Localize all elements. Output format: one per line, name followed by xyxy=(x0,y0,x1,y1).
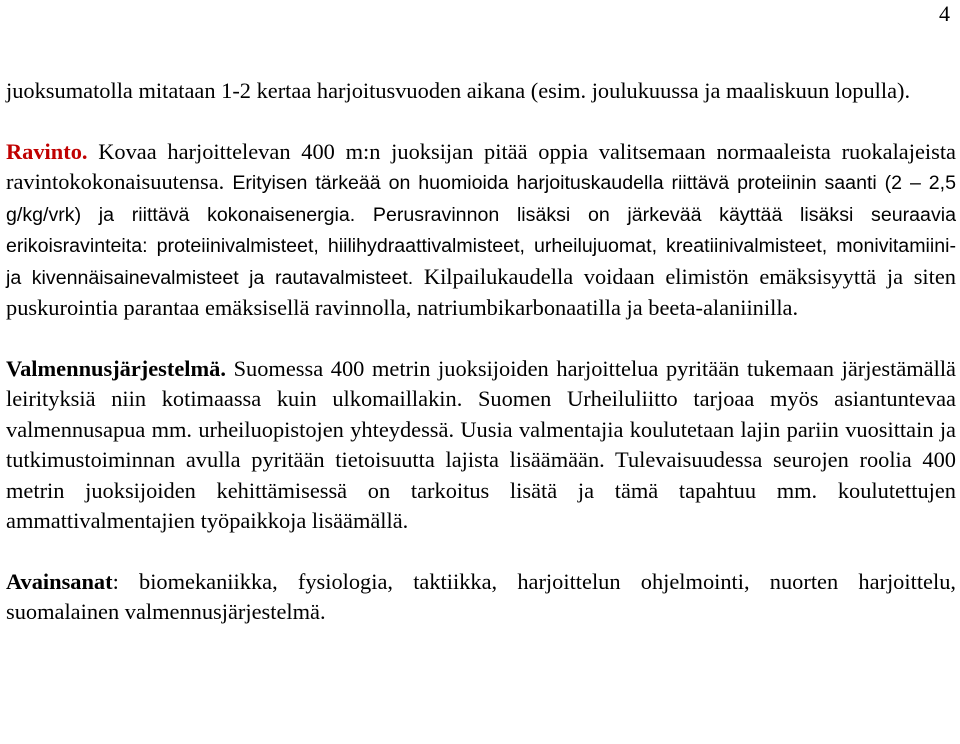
paragraph-keywords xyxy=(6,567,956,628)
paragraph-coaching-system xyxy=(6,354,956,537)
paragraph-nutrition xyxy=(6,137,956,324)
section-heading-coaching-system: Valmennusjärjestelmä. xyxy=(6,355,226,381)
document-body xyxy=(6,76,956,628)
paragraph-text: juoksumatolla mitataan 1-2 kertaa harjoitusvuoden aikana (esim. joulukuussa ja maaliskuun lopulla). xyxy=(6,78,911,103)
paragraph-text: Suomessa 400 metrin juoksijoiden harjoittelua pyritään tukemaan järjestämällä leirityksiä niin kotimaassa kuin ulkomaillakin. Suomen Urheiluliitto tarjoaa myös asiantuntevaa valmennusapua mm. urheiluopistojen yhteydessä. Uusia valmentajia koulutetaan lajin pariin vuosittain ja tutkimustoiminnan avulla pyritään tietoisuutta lajista lisäämään. Tulevaisuudessa seurojen roolia 400 metrin juoksijoiden kehittämisessä on tarkoitus lisätä ja tämä tapahtuu mm. koulutettujen ammattivalmentajien työpaikkoja lisäämällä. xyxy=(6,355,956,533)
paragraph-measurement xyxy=(6,76,956,107)
paragraph-text: Kilpailukaudella voidaan elimistön emäksisyyttä ja siten puskurointia parantaa emäksisellä ravinnolla, natriumbikarbonaatilla ja beeta-alaniinilla. xyxy=(6,263,956,320)
page-number: 4 xyxy=(939,1,950,26)
paragraph-text-sans: Erityisen tärkeää on huomioida harjoituskaudella riittävä proteiinin saanti (2 – 2,5 g/kg/vrk) ja riittävä kokonaisenergia. Perusravinnon lisäksi on järkevää käyttää lisäksi seuraavia erikoisravinteita: proteiinivalmisteet, hiilihydraattivalmisteet, urheilujuomat, kreatiinivalmisteet, monivitamiini- ja kivennäisainevalmisteet ja rautavalmisteet. xyxy=(6,172,956,289)
section-heading-nutrition: Ravinto. xyxy=(6,138,88,164)
section-heading-keywords: Avainsanat xyxy=(6,568,113,594)
paragraph-text: Kovaa harjoittelevan 400 m:n juoksijan pitää oppia valitsemaan normaaleista ruokalajeista ravintokokonaisuutensa. xyxy=(6,138,956,194)
keywords-text: : biomekaniikka, fysiologia, taktiikka, harjoittelun ohjelmointi, nuorten harjoittelu, suomalainen valmennusjärjestelmä. xyxy=(6,568,956,624)
